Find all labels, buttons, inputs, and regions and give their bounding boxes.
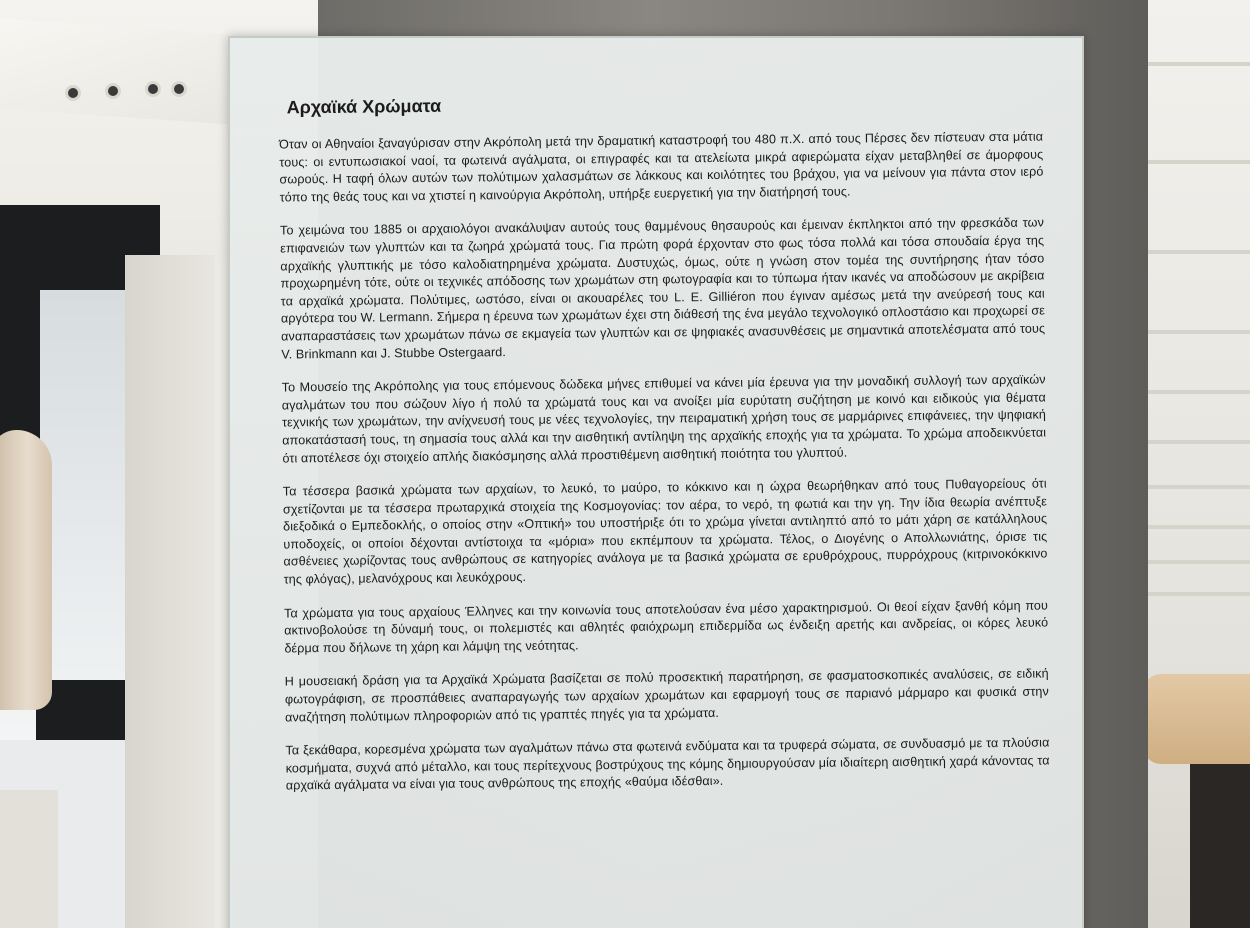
glass-info-panel: [228, 36, 1084, 928]
panel-paragraph-4: Τα τέσσερα βασικά χρώματα των αρχαίων, το λευκό, το μαύρο, το κόκκινο και η ώχρα θεωρήθηκαν από τους Πυθαγορείους ότι σχετίζονται με τα τέσσερα πρωταρχικά στοιχεία της Κοσμογονίας: τον αέρα, το νερό, τη φωτιά και την γη. Την ίδια θεωρία ανέπτυξε διεξοδικά ο Εμπεδοκλής, ο οποίος στην «Οπτική» του υποστήριξε ότι το χρώμα γίνεται αντιληπτό από το μάτι χάρη σε κατάλληλους υποδοχείς, οι οποίοι δέχονται αντίστοιχα τα «μόρια» που εκπέμπουν τα χρώματα. Τέλος, ο Διογένης ο Απολλωνιάτης, όρισε τις ασθένειες χωρίζοντας τους ανθρώπους σε κατηγορίες ανάλογα με τα βασικά χρώματα σε ερυθρόχρους, πυρρόχρους (κιτρινοκόκκινο της φλόγας), μελανόχρους και λευκόχρους.: [282, 476, 1048, 587]
panel-paragraph-3: Το Μουσείο της Ακρόπολης για τους επόμενους δώδεκα μήνες επιθυμεί να κάνει μία έρευνα για την μοναδική συλλογή των αρχαϊκών αγαλμάτων του που σώζουν λίγο ή πολύ τα χρώματά τους και να ανοίξει μία ευρύτατη συζήτηση με κοινό και ειδικούς για θέματα τεχνικής των χρωμάτων, την ανίχνευσή τους με νέες τεχνολογίες, την πειραματική χρήση τους σε μαρμάρινες επιφάνειες, την ψηφιακή αποκατάστασή τους, τη σημασία τους αλλά και την αισθητική αντίληψη της αρχαϊκής εποχής για τα χρώματα. Το χρώμα αποδεικνύεται ότι αποτέλεσε όχι στοιχείο απλής διακόσμησης αλλά προστιθέμενη αισθητική ποιότητα του γλυπτού.: [281, 372, 1047, 465]
panel-paragraph-6: Η μουσειακή δράση για τα Αρχαϊκά Χρώματα βασίζεται σε πολύ προσεκτική παρατήρηση, σε φασματοσκοπικές αναλύσεις, σε ειδική φωτογράφιση, σε προσπάθειες αναπαραγωγής των αρχαίων χρωμάτων και εφαρμογή τους σε παριανό μάρμαρο και φυσικά στην αναζήτηση πολύτιμων πληροφοριών από τις γραπτές πηγές για τα χρώματα.: [284, 666, 1049, 725]
panel-paragraph-5: Τα χρώματα για τους αρχαίους Έλληνες και την κοινωνία τους αποτελούσαν ένα μέσο χαρακτηρισμού. Οι θεοί είχαν ξανθή κόμη που ακτινοβολούσε τη δύναμή τους, οι πολεμιστές και αθλητές φαιόχρωμη επιδερμίδα ως ένδειξη αρετής και ανδρείας, οι κόρες λευκό δέρμα που δήλωνε τη χάρη και λάμψη της νεότητας.: [283, 598, 1049, 656]
ceiling-spotlight: [174, 84, 184, 94]
panel-title: Αρχαϊκά Χρώματα: [286, 95, 442, 118]
panel-paragraph-1: Όταν οι Αθηναίοι ξαναγύρισαν στην Ακρόπολη μετά την δραματική καταστροφή του 480 π.Χ. από τους Πέρσες δεν πίστευαν στα μάτια τους: οι εντυπωσιακοί ναοί, τα φωτεινά αγάλματα, οι επιγραφές και τα ατελείωτα μικρά αφιερώματα είχαν μεταβληθεί σε άμορφους σωρούς. Η ταφή όλων αυτών των πολύτιμων χαλασμάτων σε λάκκους και κοιλότητες του βράχου, για να μείνουν για πάντα στον ιερό τόπο της θεάς τους και να χτιστεί η καινούργια Ακρόπολη, υπήρξε ευεργετική για την διατήρησή τους.: [279, 129, 1044, 205]
dark-pillar: [1190, 764, 1250, 928]
statue-fragment: [0, 430, 52, 710]
panel-content: [230, 29, 1091, 928]
panel-paragraph-2: Το χειμώνα του 1885 οι αρχαιολόγοι ανακάλυψαν αυτούς τους θαμμένους θησαυρούς και έμειναν έκπληκτοι από την φρεσκάδα των επιφανειών των γλυπτών και τα ζωηρά χρώματά τους. Για πρώτη φορά έρχονταν στο φως τόσα πολλά και τόσα σπουδαία έργα της αρχαϊκής γλυπτικής με τόσο καλοδιατηρημένα χρώματα. Δυστυχώς, όμως, ούτε η γνώση στον τομέα της συντήρησης ήταν τόσο προχωρημένη τότε, ούτε οι τεχνικές απόδοσης των χρωμάτων στη φωτογραφία και το τύπωμα ήταν ικανές να αποδώσουν με ακρίβεια τα αρχαϊκά χρώματα. Πολύτιμες, ωστόσο, είναι οι ακουαρέλες του L. E. Gilliéron που έγιναν αμέσως μετά την ανεύρεσή τους και αργότερα του W. Lermann. Σήμερα η έρευνα των χρωμάτων έχει στη διάθεσή της ένα μεγάλο τεχνολογικό οπλοστάσιο και προχωρεί σε αναπαραστάσεις των χρωμάτων πάνω σε εκμαγεία των γλυπτών και σε ψηφιακές ανασυνθέσεις με σημαντικά αποτελέσματα από τους V. Brinkmann και J. Stubbe Ostergaard.: [279, 215, 1046, 362]
panel-paragraph-7: Τα ξεκάθαρα, κορεσμένα χρώματα των αγαλμάτων πάνω στα φωτεινά ενδύματα και τα τρυφερά σώματα, σε συνδυασμό με τα πλούσια κοσμήματα, συχνά από μέταλλο, και τους περίτεχνους βοστρύχους της κόμης δημιουργούσαν μία ιδιαίτερη αισθητική χαρά κάνοντας τα αρχαϊκά αγάλματα να είναι για τους ανθρώπους της εποχής «θαύμα ιδέσθαι».: [285, 735, 1050, 793]
ceiling-spotlight: [108, 86, 118, 96]
ceiling-spotlight: [68, 88, 78, 98]
ceiling-spotlight: [148, 84, 158, 94]
ionic-capital: [1143, 674, 1250, 764]
window-pane: [40, 290, 132, 680]
statue-pedestal: [0, 790, 58, 928]
left-wall: [125, 255, 215, 928]
